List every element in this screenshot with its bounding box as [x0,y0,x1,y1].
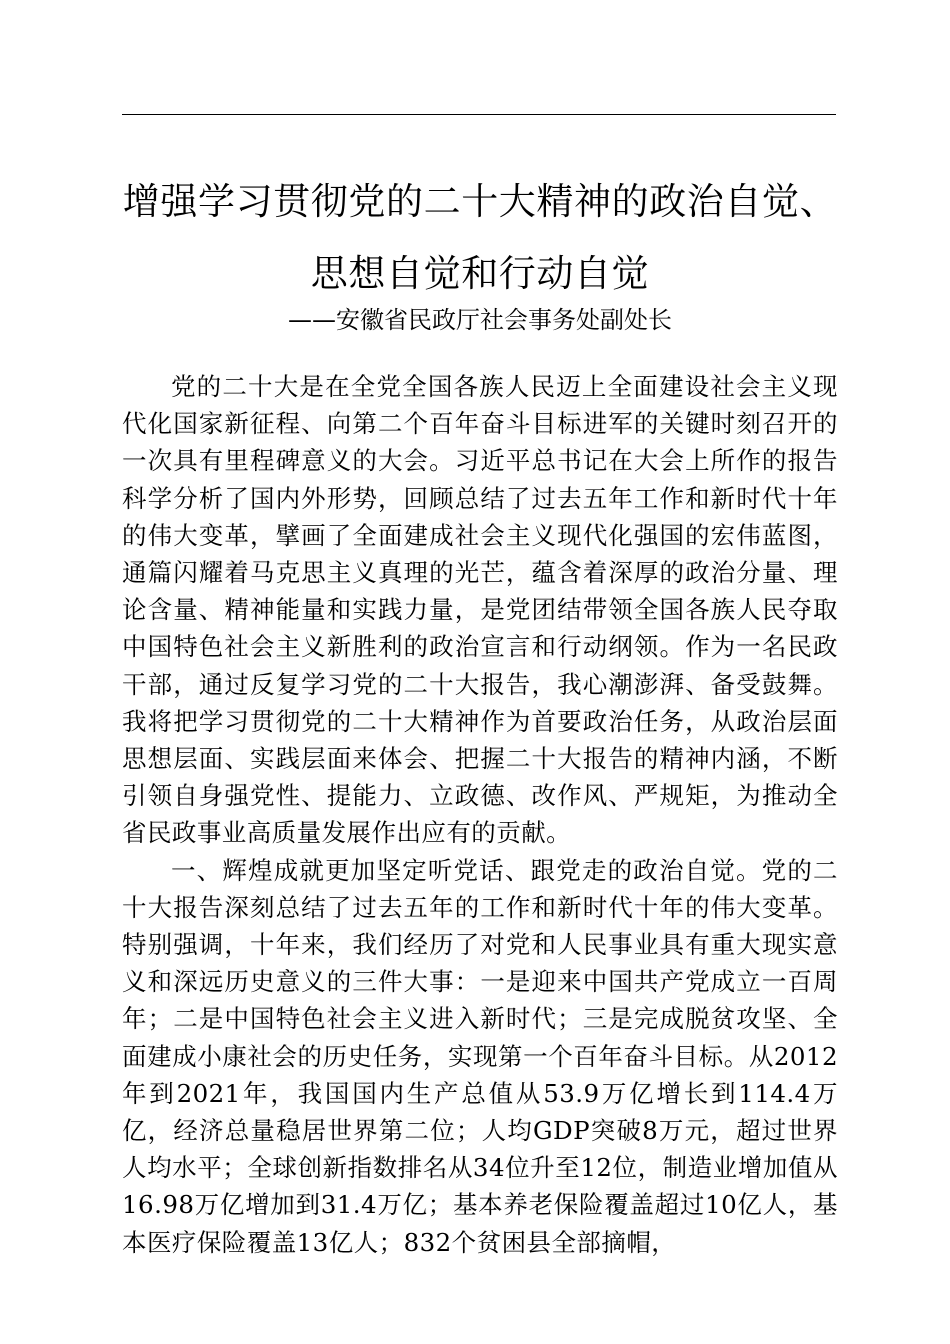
document-title: 增强学习贯彻党的二十大精神的政治自觉、思想自觉和行动自觉 [122,180,838,295]
document-subtitle: ——安徽省民政厅社会事务处副处长 [288,306,672,334]
header-rule [122,114,836,115]
paragraph-intro: 党的二十大是在全党全国各族人民迈上全面建设社会主义现代化国家新征程、向第二个百年奋斗目标进军的关键时刻召开的一次具有里程碑意义的大会。习近平总书记在大会上所作的报告科学分析了国内外形势，回顾总结了过去五年工作和新时代十年的伟大变革，擘画了全面建成社会主义现代化强国的宏伟蓝图，通篇闪耀着马克思主义真理的光芒，蕴含着深厚的政治分量、理论含量、精神能量和实践力量，是党团结带领全国各族人民夺取中国特色社会主义新胜利的政治宣言和行动纲领。作为一名民政干部，通过反复学习党的二十大报告，我心潮澎湃、备受鼓舞。我将把学习贯彻党的二十大精神作为首要政治任务，从政治层面思想层面、实践层面来体会、把握二十大报告的精神内涵，不断引领自身强党性、提能力、立政德、改作风、严规矩，为推动全省民政事业高质量发展作出应有的贡献。 [122,372,838,848]
document-body [122,368,838,1261]
paragraph-section-one: 一、辉煌成就更加坚定听党话、跟党走的政治自觉。党的二十大报告深刻总结了过去五年的工作和新时代十年的伟大变革。特别强调，十年来，我们经历了对党和人民事业具有重大现实意义和深远历史意义的三件大事：一是迎来中国共产党成立一百周年；二是中国特色社会主义进入新时代；三是完成脱贫攻坚、全面建成小康社会的历史任务，实现第一个百年奋斗目标。从2012年到2021年，我国国内生产总值从53.9万亿增长到114.4万亿，经济总量稳居世界第二位；人均GDP突破8万元，超过世界人均水平；全球创新指数排名从34位升至12位，制造业增加值从16.98万亿增加到31.4万亿；基本养老保险覆盖超过10亿人，基本医疗保险覆盖13亿人；832个贫困县全部摘帽， [122,855,838,1257]
